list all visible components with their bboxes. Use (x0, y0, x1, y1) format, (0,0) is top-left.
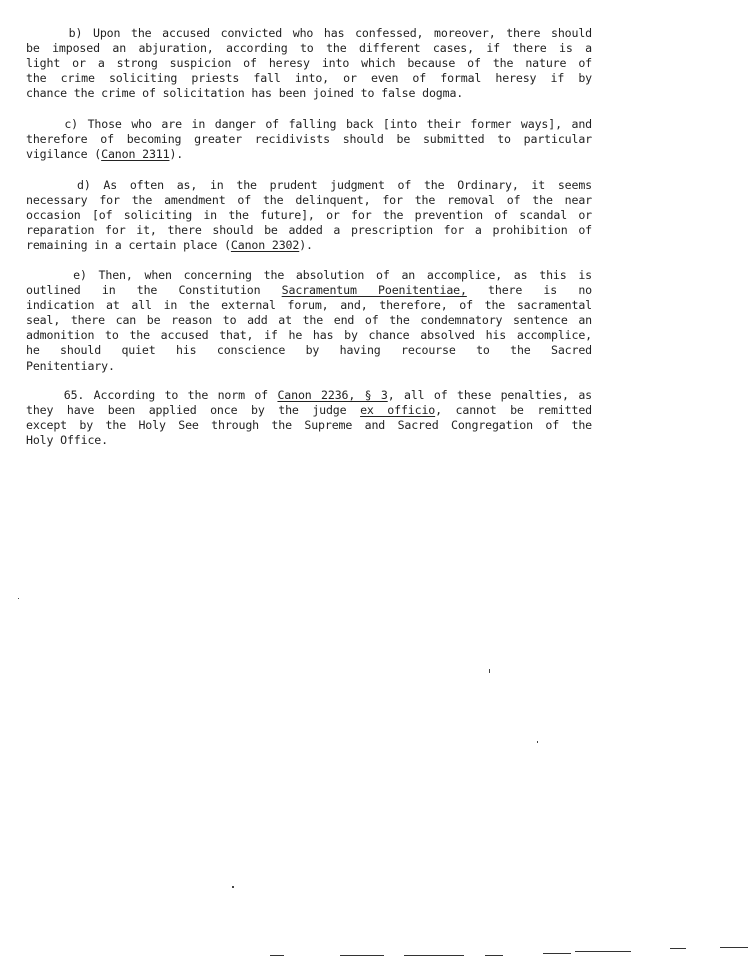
text-line: Holy Office. (26, 433, 108, 448)
text-line: except by the Holy See through the Supreme and Sacred Congregation of the (26, 418, 592, 433)
constitution-title: Sacramentum Poenitentiae, (281, 283, 467, 298)
text-line (26, 388, 592, 403)
scan-edge-line (575, 951, 631, 952)
text-line: chance the crime of solicitation has been joined to false dogma. (26, 86, 464, 101)
text-line (26, 283, 592, 298)
canon-reference: Canon 2311 (101, 147, 170, 162)
scan-speck (18, 598, 19, 599)
text-segment: there is no (466, 283, 592, 298)
text-segment: , cannot be remitted (435, 403, 592, 418)
text-line: b) Upon the accused convicted who has confessed, moreover, there should (26, 26, 592, 40)
text-segment: , all of these penalties, as (387, 388, 592, 402)
text-line: indication at all in the external forum, and, therefore, of the sacramental (26, 298, 592, 313)
text-line: be imposed an abjuration, according to the different cases, if there is a (26, 41, 592, 56)
scan-speck (489, 669, 490, 673)
scan-edge-line (670, 948, 686, 949)
scan-edge-line (404, 955, 464, 956)
text-line: d) As often as, in the prudent judgment of the Ordinary, it seems (26, 178, 592, 192)
canon-reference: Canon 2302 (230, 238, 300, 253)
text-line: light or a strong suspicion of heresy into which because of the nature of (26, 56, 592, 71)
paragraph-d (26, 178, 592, 253)
text-line: e) Then, when concerning the absolution of an accomplice, as this is (26, 268, 592, 282)
text-segment: 65. According to the norm of (26, 388, 278, 402)
text-segment: remaining in a certain place ( (26, 238, 231, 253)
text-line: seal, there can be reason to add at the end of the condemnatory sentence an (26, 313, 592, 328)
paragraph-b (26, 26, 592, 101)
canon-reference: Canon 2236, § 3 (277, 388, 388, 402)
text-line: the crime soliciting priests fall into, or even of formal heresy if by (26, 71, 592, 86)
scan-edge-line (270, 955, 284, 956)
text-segment: they have been applied once by the judge (26, 403, 361, 418)
text-line: admonition to the accused that, if he has by chance absolved his accomplice, (26, 328, 592, 343)
paragraph-65 (26, 388, 592, 448)
text-line: c) Those who are in danger of falling back [into their former ways], and (26, 117, 592, 131)
text-line: therefore of becoming greater recidivists should be submitted to particular (26, 132, 592, 147)
text-line: he should quiet his conscience by having recourse to the Sacred (26, 343, 592, 358)
text-line (26, 147, 592, 162)
text-segment: ). (299, 238, 313, 253)
scan-edge-line (720, 947, 748, 948)
scan-edge-line (485, 955, 503, 956)
scan-speck (232, 886, 234, 888)
text-line: necessary for the amendment of the delinquent, for the removal of the near (26, 193, 592, 208)
text-line: occasion [of soliciting in the future], or for the prevention of scandal or (26, 208, 592, 223)
scan-speck (537, 741, 538, 743)
paragraph-c (26, 117, 592, 162)
text-line (26, 403, 592, 418)
latin-term: ex officio (360, 403, 436, 418)
text-line: Penitentiary. (26, 358, 115, 373)
scan-edge-line (543, 953, 571, 954)
text-segment: outlined in the Constitution (26, 283, 282, 298)
scan-edge-line (340, 955, 384, 956)
text-segment: vigilance ( (26, 147, 102, 162)
text-line (26, 238, 592, 253)
text-line: reparation for it, there should be added a prescription for a prohibition of (26, 223, 592, 238)
paragraph-e (26, 268, 592, 374)
text-segment: ). (169, 147, 184, 162)
